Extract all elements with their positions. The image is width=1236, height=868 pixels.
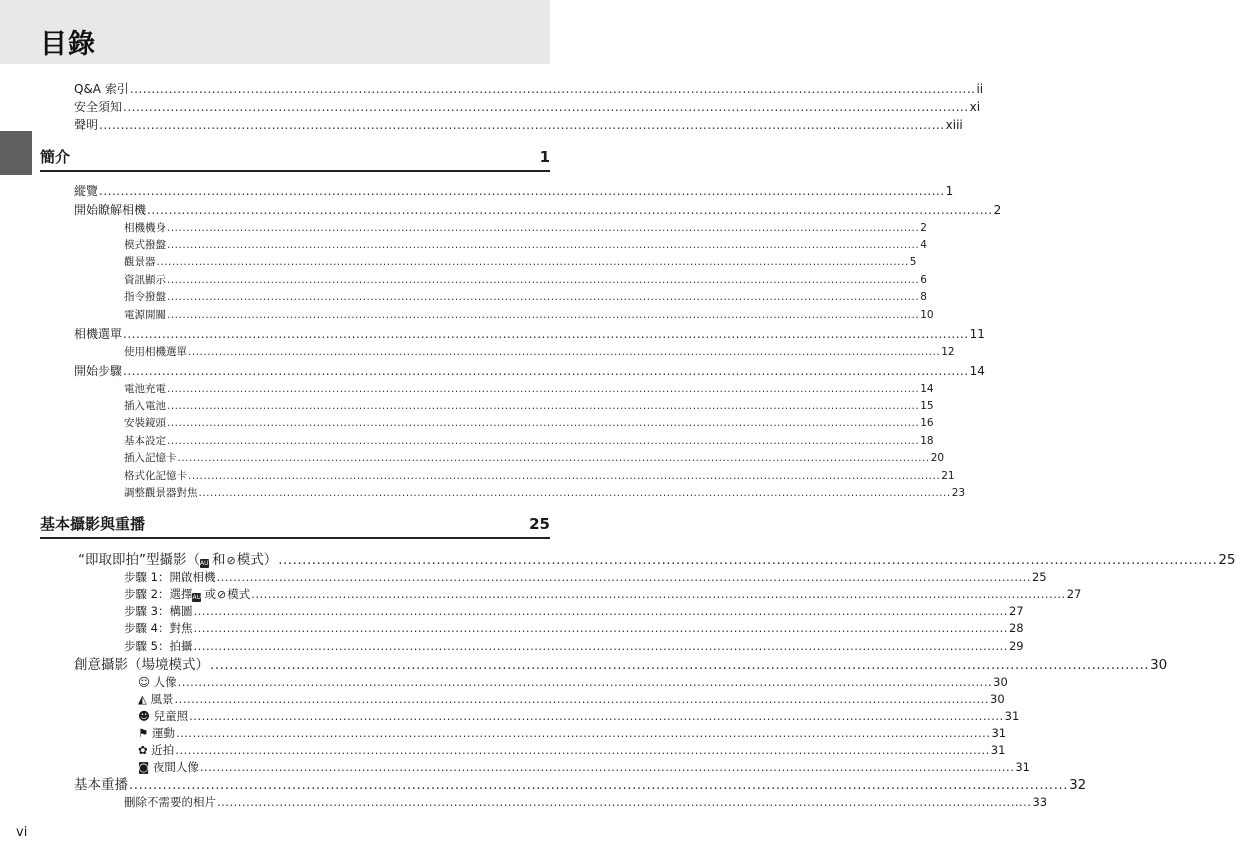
toc-entry[interactable]: “即取即拍”型攝影（AUTO和⊘模式） .................................................................................................................................................................................................... 25 [78,552,1236,568]
toc-subentry[interactable]: 步驟 4：對焦 .................................................................................................................................................................................................... 28 [124,621,1024,635]
leader-dots: .................................................................................................................................................................................................... [174,692,989,706]
sports-icon: ⚑ [138,726,149,740]
leader-dots: .................................................................................................................................................................................................... [189,709,1004,723]
leader-dots: .................................................................................................................................................................................................... [167,400,920,412]
leader-dots: .................................................................................................................................................................................................... [167,222,920,234]
section-divider [40,537,550,539]
leader-dots: .................................................................................................................................................................................................... [217,795,1032,809]
toc-subentry[interactable]: 安裝鏡頭 .................................................................................................................................................................................................... 16 [124,417,934,429]
section-heading[interactable]: 基本攝影與重播 25 [40,515,550,533]
section-heading[interactable]: 簡介 1 [40,148,550,166]
leader-dots: .................................................................................................................................................................................................... [99,118,945,132]
toc-subentry[interactable]: 插入電池 .................................................................................................................................................................................................... 15 [124,400,934,412]
toc-subentry[interactable]: ✿ 近拍 .................................................................................................................................................................................................... 31 [138,743,1006,757]
toc-subentry[interactable]: 調整觀景器對焦 .................................................................................................................................................................................................... 23 [124,487,966,499]
toc-subentry[interactable]: 基本設定 .................................................................................................................................................................................................... 18 [124,435,934,447]
toc-subentry[interactable]: 步驟 2：選擇AUTO或⊘模式 .................................................................................................................................................................................................... 27 [124,587,1082,601]
page-number: vi [16,825,28,840]
toc-subentry[interactable]: 模式撥盤 .................................................................................................................................................................................................... 4 [124,239,927,251]
toc-subentry[interactable]: 電池充電 .................................................................................................................................................................................................... 14 [124,383,934,395]
leader-dots: .................................................................................................................................................................................................... [278,552,1218,568]
leader-dots: .................................................................................................................................................................................................... [175,743,990,757]
leader-dots: .................................................................................................................................................................................................... [123,100,969,114]
toc-subentry[interactable]: 步驟 5：拍攝 .................................................................................................................................................................................................... 29 [124,639,1024,653]
flash-off-icon: ⊘ [216,588,227,601]
leader-dots: .................................................................................................................................................................................................... [193,639,1008,653]
toc-subentry[interactable]: 刪除不需要的相片 .................................................................................................................................................................................................... 33 [124,795,1048,809]
toc-entry[interactable]: 創意攝影（場境模式） .................................................................................................................................................................................................... 30 [74,657,1168,673]
leader-dots: .................................................................................................................................................................................................... [216,570,1031,584]
leader-dots: .................................................................................................................................................................................................... [167,435,920,447]
leader-dots: .................................................................................................................................................................................................... [199,760,1015,774]
leader-dots: .................................................................................................................................................................................................... [193,621,1008,635]
toc-subentry[interactable]: 相機機身 .................................................................................................................................................................................................... 2 [124,222,927,234]
child-icon: ☻ [138,709,150,723]
leader-dots: .................................................................................................................................................................................................... [177,675,993,689]
toc-subentry[interactable]: 步驟 3：構圖 .................................................................................................................................................................................................... 27 [124,604,1024,618]
toc-subentry[interactable]: 資訊顯示 .................................................................................................................................................................................................... 6 [124,274,927,286]
section-divider [40,170,550,172]
toc-subentry[interactable]: 觀景器 .................................................................................................................................................................................................... 5 [124,256,917,268]
leader-dots: .................................................................................................................................................................................................... [188,346,941,358]
toc-entry[interactable]: 基本重播 .................................................................................................................................................................................................... 32 [74,777,1087,793]
leader-dots: .................................................................................................................................................................................................... [175,726,991,740]
leader-dots: .................................................................................................................................................................................................... [177,452,930,464]
leader-dots: .................................................................................................................................................................................................... [99,184,945,198]
leader-dots: .................................................................................................................................................................................................... [188,470,941,482]
auto-mode-icon: AUTO [200,560,217,567]
leader-dots: .................................................................................................................................................................................................... [123,327,969,341]
leader-dots: .................................................................................................................................................................................................... [123,364,969,378]
flash-off-icon: ⊘ [226,554,236,567]
portrait-icon: ☺ [138,675,150,689]
leader-dots: .................................................................................................................................................................................................... [167,291,920,303]
toc-entry[interactable]: 聲明 .................................................................................................................................................................................................... xiii [74,118,963,132]
toc-subentry[interactable]: ☻ 兒童照 .................................................................................................................................................................................................... 31 [138,709,1020,723]
toc-subentry[interactable]: 使用相機選單 .................................................................................................................................................................................................... 12 [124,346,955,358]
leader-dots: .................................................................................................................................................................................................... [167,383,920,395]
toc-subentry[interactable]: ⚑ 運動 .................................................................................................................................................................................................... 31 [138,726,1007,740]
leader-dots: .................................................................................................................................................................................................... [210,657,1150,673]
leader-dots: .................................................................................................................................................................................................... [167,239,920,251]
close-up-icon: ✿ [138,743,148,757]
toc-entry[interactable]: 安全須知 .................................................................................................................................................................................................... xi [74,100,981,114]
night-portrait-icon: ◙ [138,760,150,774]
chapter-tab [0,131,32,175]
toc-entry[interactable]: 相機選單 .................................................................................................................................................................................................... 11 [74,327,985,341]
leader-dots: .................................................................................................................................................................................................... [167,274,920,286]
page-title: 目錄 [40,29,96,60]
toc-subentry[interactable]: ☺ 人像 .................................................................................................................................................................................................... 30 [138,675,1008,689]
landscape-icon: ◭ [138,692,147,706]
toc-subentry[interactable]: ◙ 夜間人像 .................................................................................................................................................................................................... 31 [138,760,1030,774]
toc-subentry[interactable]: 格式化記憶卡 .................................................................................................................................................................................................... 21 [124,470,955,482]
leader-dots: .................................................................................................................................................................................................... [167,417,920,429]
toc-entry[interactable]: 開始步驟 .................................................................................................................................................................................................... 14 [74,364,985,378]
leader-dots: .................................................................................................................................................................................................... [167,309,920,321]
leader-dots: .................................................................................................................................................................................................... [193,604,1008,618]
leader-dots: .................................................................................................................................................................................................... [251,587,1066,601]
toc-subentry[interactable]: 插入記憶卡 .................................................................................................................................................................................................... 20 [124,452,945,464]
toc-entry[interactable]: 縱覽 .................................................................................................................................................................................................... 1 [74,184,954,198]
toc-entry[interactable]: 開始瞭解相機 .................................................................................................................................................................................................... 2 [74,203,1002,217]
toc-subentry[interactable]: 步驟 1：開啟相機 .................................................................................................................................................................................................... 25 [124,570,1047,584]
auto-mode-icon: AUTO [192,594,210,601]
leader-dots: .................................................................................................................................................................................................... [147,203,993,217]
leader-dots: .................................................................................................................................................................................................... [129,777,1069,793]
leader-dots: .................................................................................................................................................................................................... [129,82,976,96]
toc-entry[interactable]: Q&A 索引 .................................................................................................................................................................................................... ii [74,82,984,96]
leader-dots: .................................................................................................................................................................................................... [198,487,951,499]
toc-subentry[interactable]: 電源開關 .................................................................................................................................................................................................... 10 [124,309,934,321]
toc-subentry[interactable]: 指令撥盤 .................................................................................................................................................................................................... 8 [124,291,927,303]
toc-subentry[interactable]: ◭ 風景 .................................................................................................................................................................................................... 30 [138,692,1005,706]
leader-dots: .................................................................................................................................................................................................... [156,256,909,268]
